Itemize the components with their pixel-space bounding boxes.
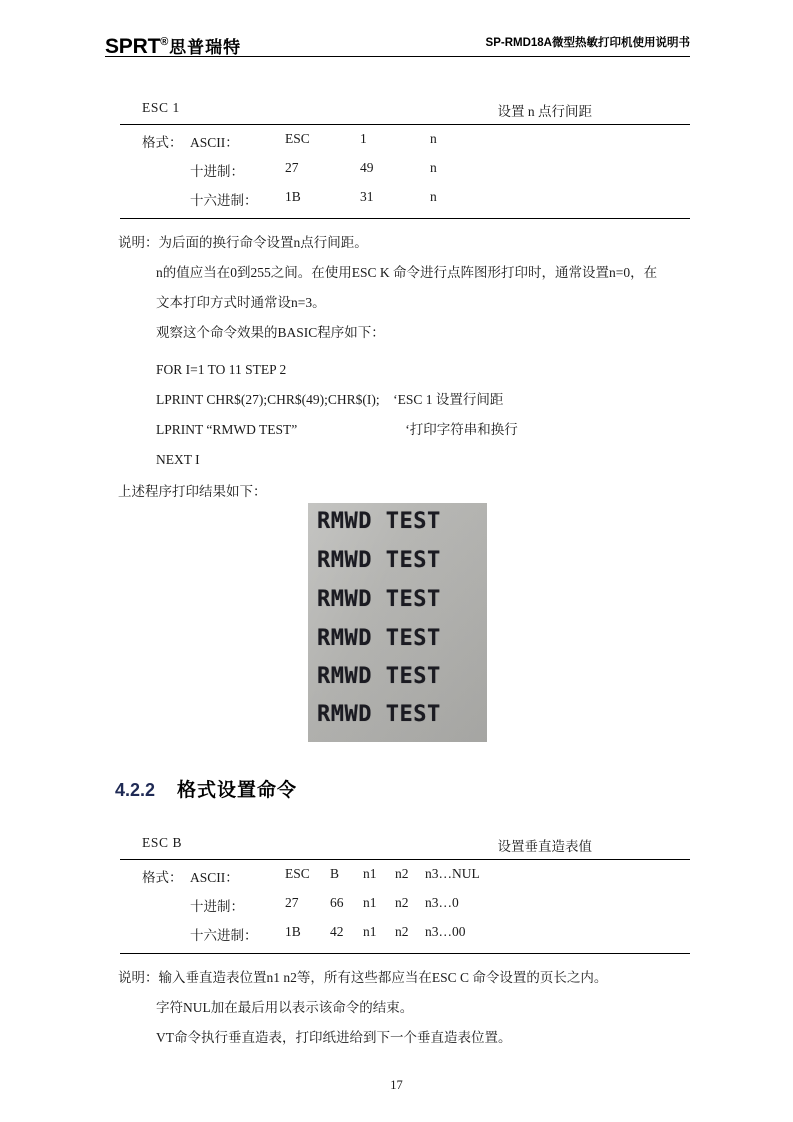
printed-sample-line: RMWD TEST [317,587,441,612]
registered-trademark-icon: ® [160,36,169,48]
row-value-0: ESC [285,866,310,881]
section-heading [115,775,297,802]
printed-sample-line: RMWD TEST [317,702,441,727]
command-title-row [120,835,690,859]
explanation-label: 说明： [118,235,159,250]
row-value-3: n2 [395,924,409,939]
row-value-2: n1 [363,866,377,881]
row-value-2: n1 [363,895,377,910]
explanation-line: VT命令执行垂直造表，打印纸进给到下一个垂直造表位置。 [156,1030,512,1045]
basic-code-line: FOR I=1 TO 11 STEP 2 [156,362,287,377]
section-title: 格式设置命令 [177,780,298,801]
row-value-4: n3…0 [425,895,459,910]
printed-sample-line: RMWD TEST [317,626,441,651]
row-value-4: n3…NUL [425,866,480,881]
row-value-2: n [430,131,437,146]
row-value-4: n3…00 [425,924,466,939]
row-kind-label: 十进制： [190,899,244,914]
basic-code-line: LPRINT “RMWD TEST” ‘打印字符串和换行 [156,422,518,437]
row-value-1: 49 [360,160,374,175]
page-number: 17 [390,1078,403,1092]
row-value-0: 27 [285,895,299,910]
row-value-2: n [430,189,437,204]
command-title-row [120,100,690,124]
printed-sample-line: RMWD TEST [317,548,441,573]
explanation-line: 字符NUL加在最后用以表示该命令的结束。 [156,1000,414,1015]
table-row [120,895,690,924]
row-value-1: 31 [360,189,374,204]
explanation-line [118,963,607,993]
row-value-0: 27 [285,160,299,175]
command-block-escb [120,835,690,954]
command-rows [120,125,690,218]
command-name: ESC B [142,835,183,850]
row-kind-label: 十六进制： [190,928,258,943]
explanation-line: 观察这个命令效果的BASIC程序如下： [156,325,385,340]
printed-sample-photo [308,503,487,742]
row-value-2: n [430,160,437,175]
command-block-esc1 [120,100,690,219]
row-kind-label: ASCII： [190,135,239,150]
explanation-line: 文本打印方式时通常设n=3。 [156,295,326,310]
row-kind-label: 十六进制： [190,193,258,208]
brand-chinese-text: 思普瑞特 [169,38,242,57]
printed-sample-line: RMWD TEST [317,509,441,534]
row-value-1: 1 [360,131,367,146]
header-document-title: SP-RMD18A微型热敏打印机使用说明书 [485,37,690,49]
brand-latin-text: SPRT [105,35,161,58]
format-label: 格式： [142,870,183,885]
thermal-paper-background [308,503,487,742]
table-bottom-rule [120,953,690,954]
explanation-line: n的值应当在0到255之间。在使用ESC K 命令进行点阵图形打印时，通常设置n=0，在 [156,265,658,280]
table-row [120,866,690,895]
command-description-title: 设置 n 点行间距 [497,104,592,119]
printed-sample-line: RMWD TEST [317,664,441,689]
row-value-1: 66 [330,895,344,910]
command-rows [120,860,690,953]
result-caption: 上述程序打印结果如下： [118,484,267,499]
format-label: 格式： [142,135,183,150]
page-header [105,30,690,58]
basic-code-line: LPRINT CHR$(27);CHR$(49);CHR$(I); ‘ESC 1 设置行间距 [156,392,504,407]
basic-code-line: NEXT I [156,452,200,467]
table-row [120,160,690,189]
row-kind-label: ASCII： [190,870,239,885]
row-value-1: B [330,866,340,881]
row-value-3: n2 [395,895,409,910]
table-row [120,924,690,953]
row-value-0: ESC [285,131,310,146]
explanation-label: 说明： [118,970,159,985]
command-description-title: 设置垂直造表值 [497,839,592,854]
header-divider [105,56,690,57]
explanation-line [118,228,368,258]
explanation-text: 输入垂直造表位置n1 n2等，所有这些都应当在ESC C 命令设置的页长之内。 [158,970,608,985]
table-bottom-rule [120,218,690,219]
row-value-1: 42 [330,924,344,939]
table-row [120,189,690,218]
explanation-text: 为后面的换行命令设置n点行间距。 [158,235,368,250]
row-kind-label: 十进制： [190,164,244,179]
table-row [120,131,690,160]
row-value-3: n2 [395,866,409,881]
row-value-0: 1B [285,189,301,204]
command-name: ESC 1 [142,100,180,115]
row-value-0: 1B [285,924,301,939]
section-number: 4.2.2 [115,780,156,800]
row-value-2: n1 [363,924,377,939]
